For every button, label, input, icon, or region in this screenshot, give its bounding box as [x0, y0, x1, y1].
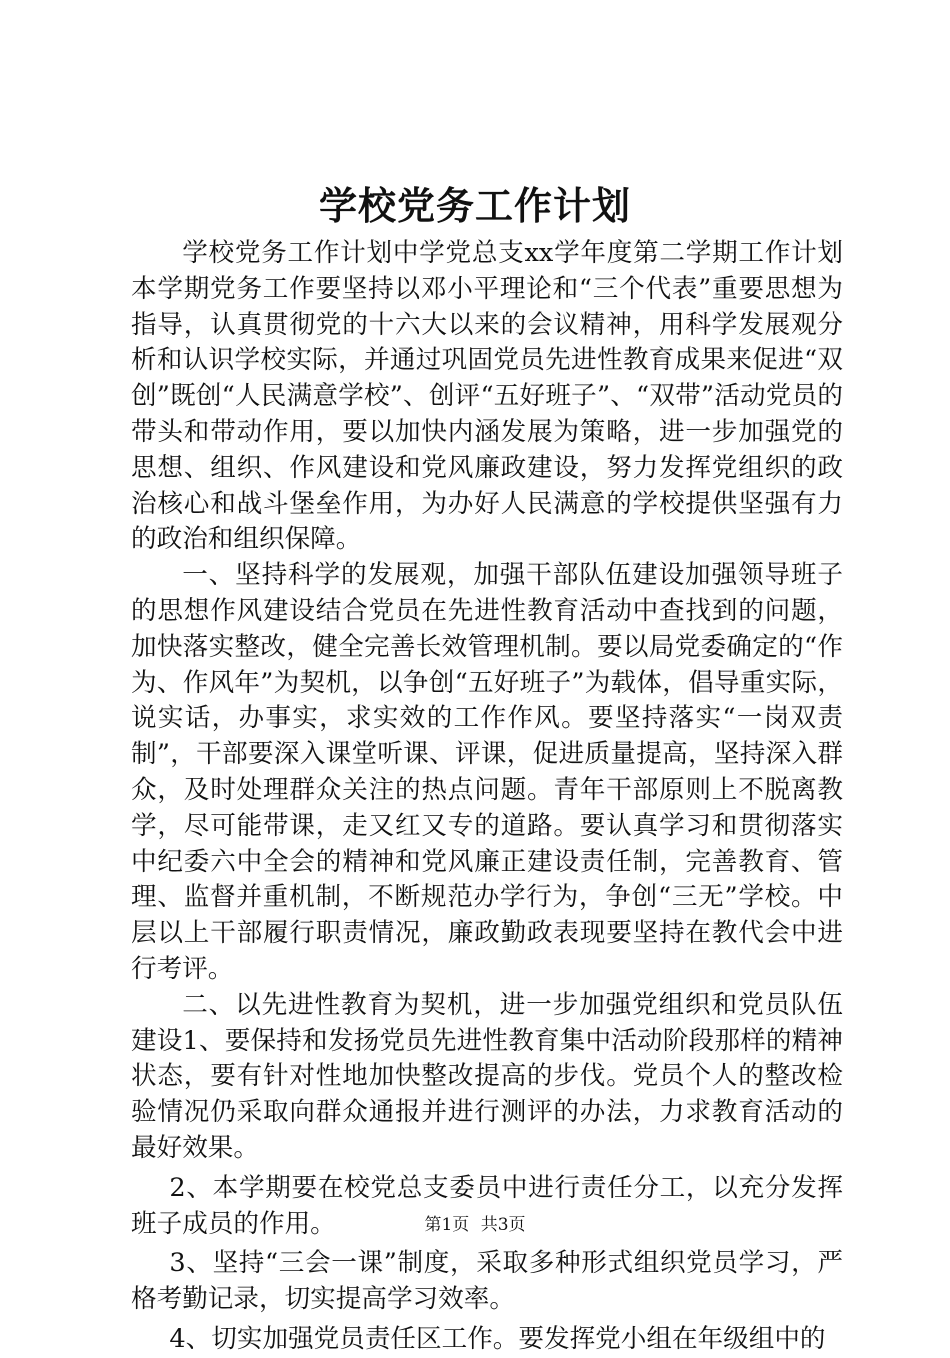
paragraph-intro: 学校党务工作计划中学党总支xx学年度第二学期工作计划本学期党务工作要坚持以邓小平理论和“三个代表”重要思想为指导，认真贯彻党的十六大以来的会议精神，用科学发展观分析和认识学校实际，并通过巩固党员先进性教育成果来促进“双创”既创“人民满意学校”、创评“五好班子”、“双带”活动党员的带头和带动作用，要以加快内涵发展为策略，进一步加强党的思想、组织、作风建设和党风廉政建设，努力发挥党组织的政治核心和战斗堡垒作用，为办好人民满意的学校提供坚强有力的政治和组织保障。 [131, 238, 843, 555]
page-footer: 第1页 共3页 [424, 1215, 526, 1235]
document-title: 学校党务工作计划 [318, 183, 631, 228]
document-body [131, 236, 843, 1358]
paragraph-section-2: 二、以先进性教育为契机，进一步加强党组织和党员队伍建设1、要保持和发扬党员先进性教育集中活动阶段那样的精神状态，要有针对性地加快整改提高的步伐。党员个人的整改检验情况仍采取向群众通报并进行测评的办法，力求教育活动的最好效果。 [131, 989, 843, 1163]
paragraph-item-2: 2、本学期要在校党总支委员中进行责任分工，以充分发挥班子成员的作用。 [131, 1172, 843, 1239]
paragraph-item-4: 4、切实加强党员责任区工作。要发挥党小组在年级组中的 [169, 1323, 826, 1354]
paragraph-section-1: 一、坚持科学的发展观，加强干部队伍建设加强领导班子的思想作风建设结合党员在先进性教育活动中查找到的问题，加快落实整改，健全完善长效管理机制。要以局党委确定的“作为、作风年”为契机，以争创“五好班子”为载体，倡导重实际，说实话，办事实，求实效的工作作风。要坚持落实“一岗双责制”，干部要深入课堂听课、评课，促进质量提高，坚持深入群众，及时处理群众关注的热点问题。青年干部原则上不脱离教学，尽可能带课，走又红又专的道路。要认真学习和贯彻落实中纪委六中全会的精神和党风廉正建设责任制，完善教育、管理、监督并重机制，不断规范办学行为，争创“三无”学校。中层以上干部履行职责情况，廉政勤政表现要坚持在教代会中进行考评。 [131, 560, 843, 984]
paragraph-item-3: 3、坚持“三会一课”制度，采取多种形式组织党员学习，严格考勤记录，切实提高学习效率。 [131, 1248, 843, 1315]
